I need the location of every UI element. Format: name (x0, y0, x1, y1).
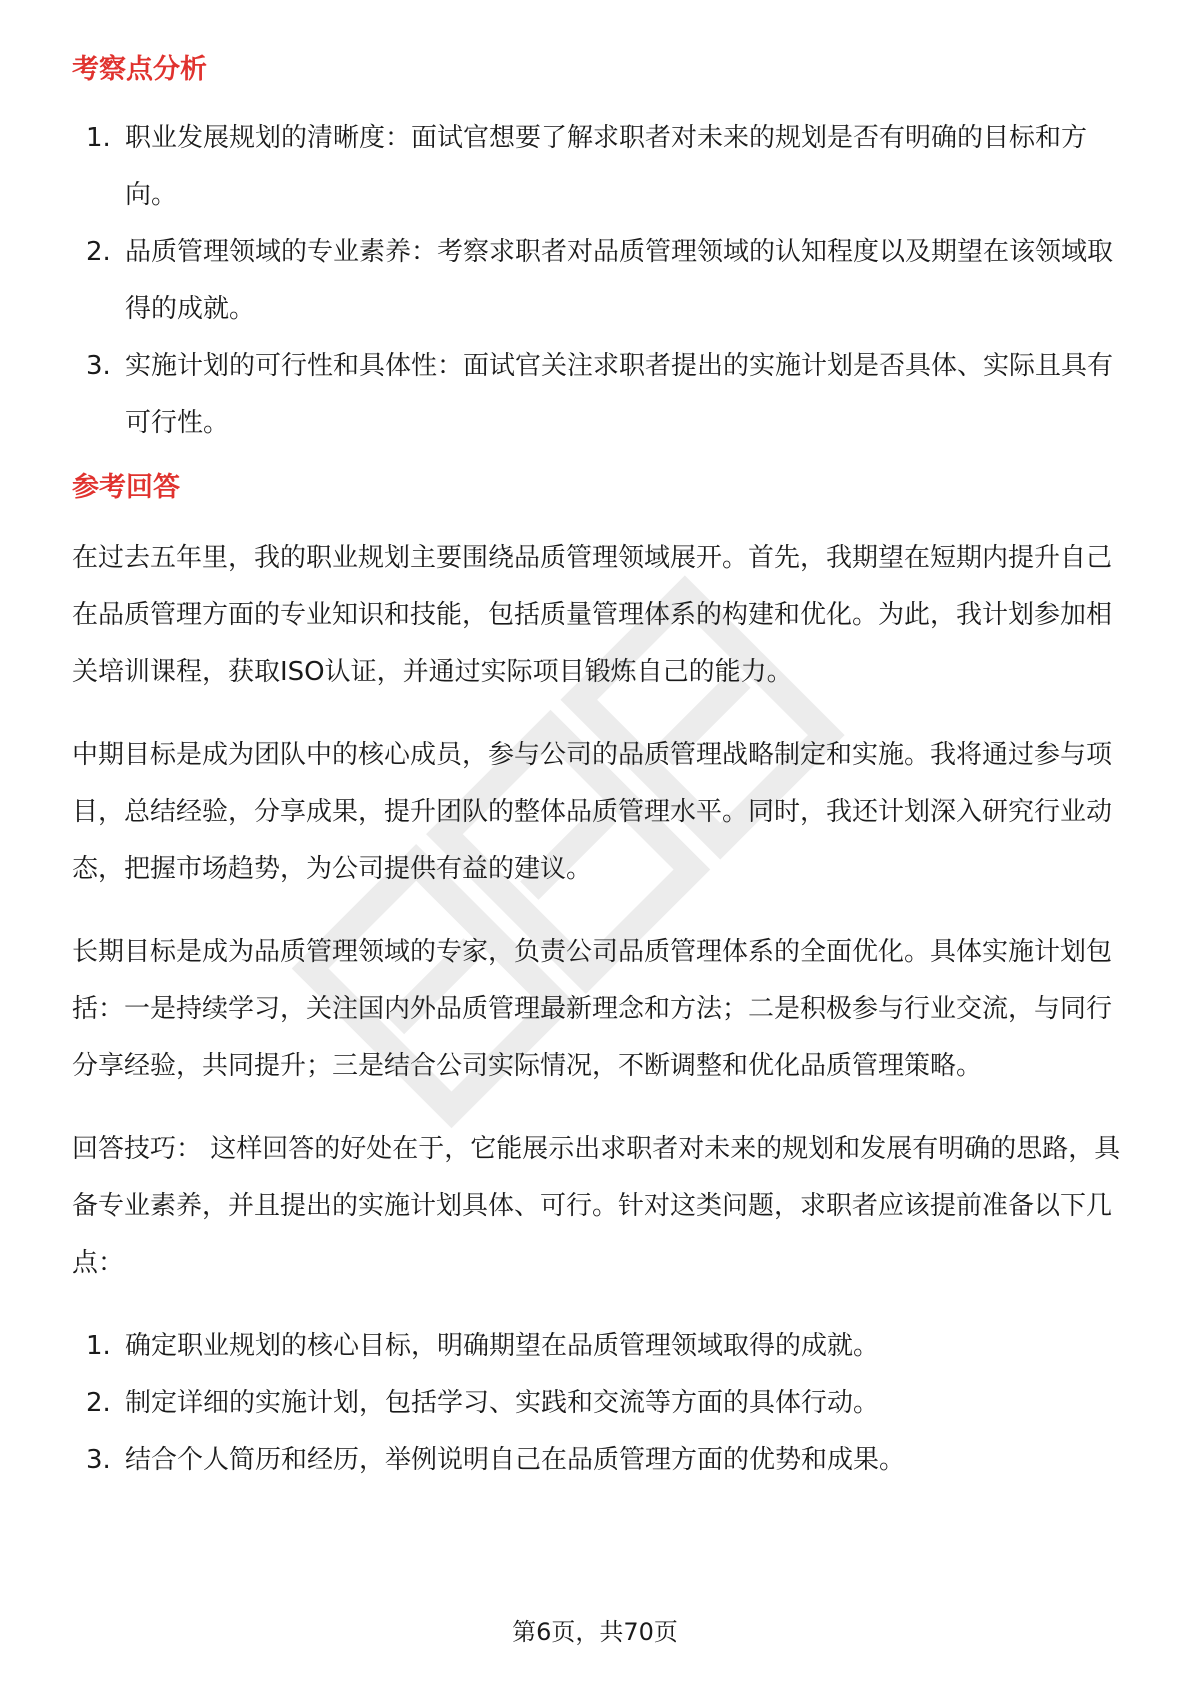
list-item-text: 制定详细的实施计划，包括学习、实践和交流等方面的具体行动。 (125, 1388, 880, 1418)
answer-paragraph: 在过去五年里，我的职业规划主要围绕品质管理领域展开。首先，我期望在短期内提升自己在品质管理方面的专业知识和技能，包括质量管理体系的构建和优化。为此，我计划参加相关培训课程，获取ISO认证，并通过实际项目锻炼自己的能力。 (72, 543, 1113, 687)
analysis-heading: 考察点分析 (72, 54, 207, 85)
list-number: 1. (86, 1331, 111, 1361)
document-page (72, 40, 1122, 1495)
page-footer: 第6页，共70页 (512, 1618, 678, 1646)
list-number: 2. (86, 237, 111, 267)
list-item-text: 品质管理领域的专业素养：考察求职者对品质管理领域的认知程度以及期望在该领域取得的成就。 (125, 237, 1114, 324)
list-number: 1. (86, 123, 111, 153)
answer-paragraph: 中期目标是成为团队中的核心成员，参与公司的品质管理战略制定和实施。我将通过参与项目，总结经验，分享成果，提升团队的整体品质管理水平。同时，我还计划深入研究行业动态，把握市场趋势，为公司提供有益的建议。 (72, 740, 1113, 884)
list-item (72, 338, 1122, 452)
tips-list (72, 1318, 1122, 1489)
answer-paragraph: 长期目标是成为品质管理领域的专家，负责公司品质管理体系的全面优化。具体实施计划包括：一是持续学习，关注国内外品质管理最新理念和方法；二是积极参与行业交流，与同行分享经验，共同提升；三是结合公司实际情况，不断调整和优化品质管理策略。 (72, 937, 1113, 1081)
list-number: 2. (86, 1388, 111, 1418)
analysis-list (72, 110, 1122, 452)
list-item-text: 结合个人简历和经历，举例说明自己在品质管理方面的优势和成果。 (125, 1445, 906, 1475)
list-item (72, 224, 1122, 338)
list-item (72, 110, 1122, 224)
answer-heading: 参考回答 (72, 472, 180, 503)
answer-tips-paragraph: 回答技巧： 这样回答的好处在于，它能展示出求职者对未来的规划和发展有明确的思路，具备专业素养，并且提出的实施计划具体、可行。针对这类问题，求职者应该提前准备以下几点： (72, 1134, 1121, 1278)
list-item (72, 1432, 1122, 1489)
list-item-text: 确定职业规划的核心目标，明确期望在品质管理领域取得的成就。 (125, 1331, 880, 1361)
list-item-text: 职业发展规划的清晰度：面试官想要了解求职者对未来的规划是否有明确的目标和方向。 (125, 123, 1088, 210)
list-number: 3. (86, 1445, 111, 1475)
list-item (72, 1375, 1122, 1432)
list-item (72, 1318, 1122, 1375)
list-number: 3. (86, 351, 111, 381)
list-item-text: 实施计划的可行性和具体性：面试官关注求职者提出的实施计划是否具体、实际且具有可行性。 (125, 351, 1114, 438)
